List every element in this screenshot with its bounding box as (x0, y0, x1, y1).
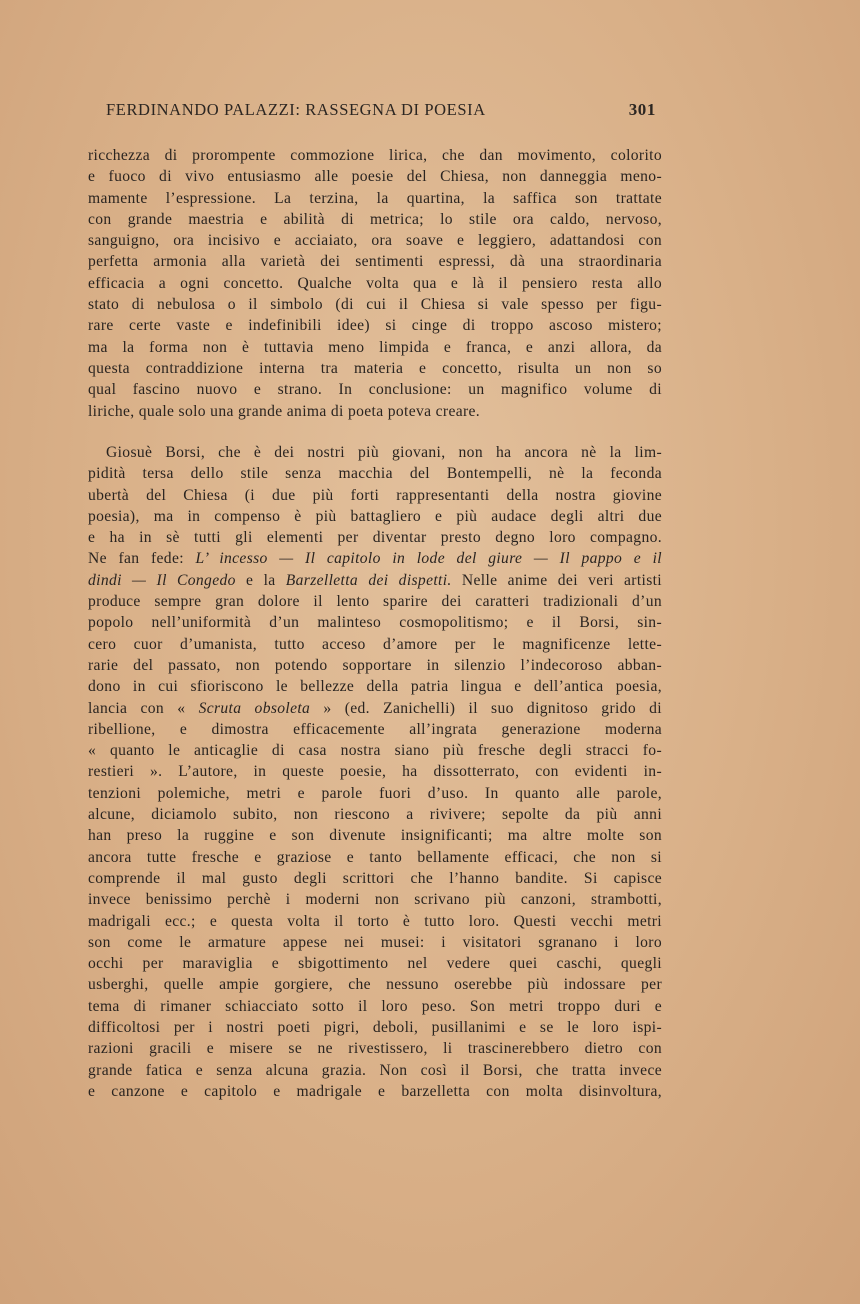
text-line-with-titles (88, 548, 662, 569)
italic-title: Scruta obsoleta (198, 699, 311, 717)
text-line: usberghi, quelle ampie gorgiere, che nessuno oserebbe più indossare per (88, 976, 662, 994)
text-line: sanguigno, ora incisivo e acciaiato, ora soave e leggiero, adattandosi con (88, 232, 662, 250)
paragraph-1 (88, 145, 662, 422)
text-line: son come le armature appese nei musei: i visitatori sgranano i loro (88, 933, 662, 951)
text-segment: Ne fan fede: (88, 550, 196, 568)
text-line: ubertà del Chiesa (i due più forti rappresentanti della nostra giovine (88, 486, 662, 504)
text-line: pidità tersa dello stile senza macchia del Bontempelli, nè la feconda (88, 465, 662, 483)
text-line: difficoltosi per i nostri poeti pigri, deboli, pusillanimi e se le loro ispi- (88, 1019, 662, 1037)
text-line: questa contraddizione interna tra materia e concetto, risulta un non so (88, 359, 662, 377)
text-line: han preso la ruggine e son divenute insignificanti; ma altre molte son (88, 827, 662, 845)
text-line: produce sempre gran dolore il lento sparire dei caratteri tradizionali d’un (88, 593, 662, 611)
text-segment: lancia con « (88, 699, 199, 717)
text-line: con grande maestria e abilità di metrica; lo stile ora caldo, nervoso, (88, 210, 662, 228)
text-line: madrigali ecc.; e questa volta il torto è tutto loro. Questi vecchi metri (88, 912, 662, 930)
text-line: razioni gracili e misere se ne rivestissero, li trascinerebbero dietro con (88, 1040, 662, 1058)
text-line: ricchezza di prorompente commozione lirica, che dan movimento, colorito (88, 147, 662, 164)
paragraph-2 (88, 442, 662, 1102)
text-line: « quanto le anticaglie di casa nostra siano più fresche degli stracci fo- (88, 742, 662, 760)
text-line: rarie del passato, non potendo sopportare in silenzio l’indecoroso abban- (88, 656, 662, 674)
text-line: perfetta armonia alla varietà dei sentimenti espressi, dà una straordinaria (88, 253, 662, 271)
text-line: tema di rimaner schiacciato sotto il loro peso. Son metri troppo duri e (88, 997, 662, 1015)
text-line: comprende il mal gusto degli scrittori che l’hanno bandite. Si capisce (88, 869, 662, 887)
text-line: ma la forma non è tuttavia meno limpida e franca, e anzi allora, da (88, 338, 662, 356)
text-line: tenzioni polemiche, metri e parole fuori d’uso. In quanto alle parole, (88, 784, 662, 802)
text-line: occhi per maraviglia e sbigottimento nel vedere quei caschi, quegli (88, 955, 662, 973)
text-segment: » (ed. Zanichelli) il suo dignitoso grido di (310, 699, 662, 717)
text-segment: e la (235, 571, 286, 589)
italic-title: dindi — Il Congedo (88, 571, 236, 589)
text-line: liriche, quale solo una grande anima di poeta poteva creare. (88, 402, 481, 420)
text-segment: Nelle anime dei veri artisti (451, 571, 662, 589)
text-line: grande fatica e senza alcuna grazia. Non così il Borsi, che tratta invece (88, 1061, 662, 1079)
text-line: Giosuè Borsi, che è dei nostri più giovani, non ha ancora nè la lim- (106, 444, 662, 461)
running-title: FERDINANDO PALAZZI: RASSEGNA DI POESIA (106, 100, 486, 119)
text-line: rare certe vaste e indefinibili idee) si cinge di troppo ascoso mistero; (88, 317, 662, 335)
text-line: restieri ». L’autore, in queste poesie, ha dissotterrato, con evidenti in- (88, 763, 662, 781)
text-line: cero cuor d’umanista, tutto acceso d’amore per le magnificenze lette- (88, 635, 662, 653)
text-line: invece benissimo perchè i moderni non scrivano più canzoni, strambotti, (88, 891, 662, 909)
text-line-with-titles (88, 698, 662, 719)
text-line: e canzone e capitolo e madrigale e barzelletta con molta disinvoltura, (88, 1082, 662, 1100)
text-line: alcune, diciamolo subito, non riescono a rivivere; sepolte da più anni (88, 806, 662, 824)
text-line: popolo nell’uniformità d’un malinteso cosmopolitismo; e il Borsi, sin- (88, 614, 662, 632)
text-line: poesia), ma in compenso è più battagliero e più audace degli altri due (88, 507, 662, 525)
running-header (106, 100, 656, 126)
text-line-with-titles (88, 570, 662, 591)
text-line: mamente l’espressione. La terzina, la quartina, la saffica son trattate (88, 189, 662, 207)
text-line: stato di nebulosa o il simbolo (di cui il Chiesa si vale spesso per figu- (88, 296, 662, 314)
text-line: qual fascino nuovo e strano. In conclusione: un magnifico volume di (88, 381, 662, 399)
italic-title: Barzelletta dei dispetti. (285, 571, 452, 589)
text-line: e ha in sè tutti gli elementi per diventar presto degno loro compagno. (88, 529, 662, 547)
text-line: dono in cui sfioriscono le bellezze della patria lingua e dell’antica poesia, (88, 678, 662, 696)
text-line: efficacia a ogni concetto. Qualche volta qua e là il pensiero resta allo (88, 274, 662, 292)
italic-title: L’ incesso — Il capitolo in lode del giure — Il pappo e il (195, 550, 662, 568)
text-line: ancora tutte fresche e graziose e tanto bellamente efficaci, che non si (88, 848, 662, 866)
text-line: ribellione, e dimostra efficacemente all’ingrata generazione moderna (88, 720, 662, 738)
page-number: 301 (628, 100, 656, 119)
text-line: e fuoco di vivo entusiasmo alle poesie del Chiesa, non danneggia meno- (88, 168, 662, 186)
